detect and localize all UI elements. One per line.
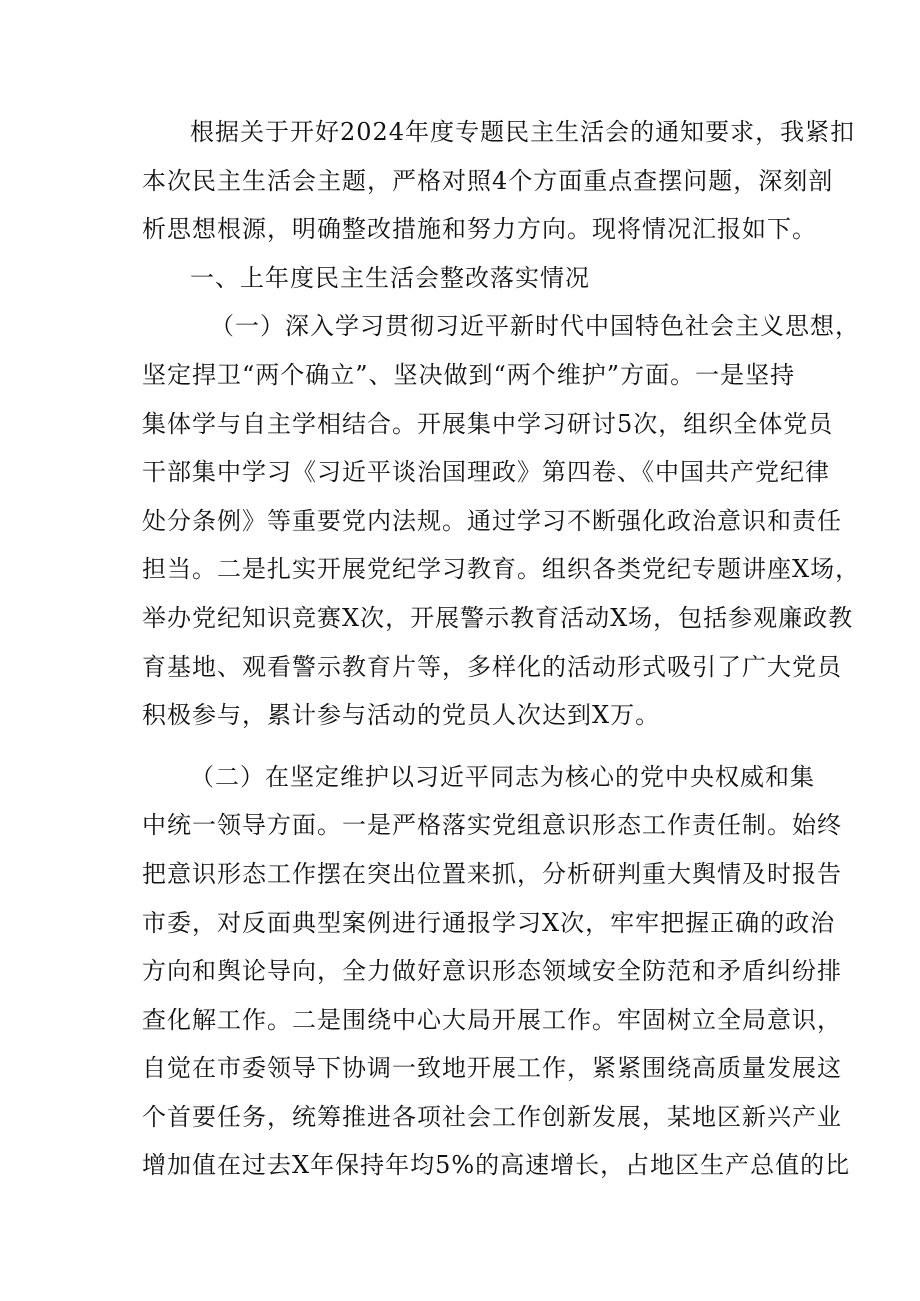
paragraph-1-line-5: 处分条例》等重要党内法规。通过学习不断强化政治意识和责任	[142, 506, 842, 535]
paragraph-2-line-6: 查化解工作。二是围绕中心大局开展工作。牢固树立全局意识，	[142, 1005, 842, 1034]
paragraph-2-line-9: 增加值在过去X年保持年均5%的高速增长，占地区生产总值的比	[142, 1151, 851, 1180]
paragraph-1-line-9: 积极参与，累计参与活动的党员人次达到X万。	[142, 701, 661, 730]
paragraph-intro-line-3: 析思想根源，明确整改措施和努力方向。现将情况汇报如下。	[142, 215, 817, 244]
paragraph-2-line-1: （二）在坚定维护以习近平同志为核心的党中央权威和集	[190, 762, 815, 791]
document-body	[142, 108, 861, 1190]
paragraph-2-line-2: 中统一领导方面。一是严格落实党组意识形态工作责任制。始终	[142, 811, 842, 840]
paragraph-2-line-7: 自觉在市委领导下协调一致地开展工作，紧紧围绕高质量发展这	[142, 1054, 842, 1083]
paragraph-1-line-6: 担当。二是扎实开展党纪学习教育。组织各类党纪专题讲座X场，	[142, 555, 861, 584]
paragraph-intro-line-2: 本次民主生活会主题，严格对照4个方面重点查摆问题，深刻剖	[142, 166, 834, 195]
paragraph-1-line-2: 坚定捍卫“两个确立”、坚决做到“两个维护”方面。一是坚持	[142, 360, 796, 389]
paragraph-2-line-8: 个首要任务，统筹推进各项社会工作创新发展，某地区新兴产业	[142, 1102, 842, 1131]
paragraph-intro-line-1: 根据关于开好2024年度专题民主生活会的通知要求，我紧扣	[190, 118, 856, 146]
paragraph-1-line-7: 举办党纪知识竞赛X次，开展警示教育活动X场，包括参观廉政教	[142, 603, 854, 632]
section-heading-1: 一、上年度民主生活会整改落实情况	[190, 263, 590, 292]
paragraph-2-line-5: 方向和舆论导向，全力做好意识形态领域安全防范和矛盾纠纷排	[142, 957, 842, 986]
paragraph-1-line-8: 育基地、观看警示教育片等，多样化的活动形式吸引了广大党员	[142, 652, 842, 681]
paragraph-1-line-3: 集体学与自主学相结合。开展集中学习研讨5次，组织全体党员	[142, 409, 834, 438]
paragraph-2-line-3: 把意识形态工作摆在突出位置来抓，分析研判重大舆情及时报告	[142, 859, 842, 888]
paragraph-1-line-4: 干部集中学习《习近平谈治国理政》第四卷、《中国共产党纪律	[142, 458, 830, 487]
paragraph-2-line-4: 市委，对反面典型案例进行通报学习X次，牢牢把握正确的政治	[142, 908, 836, 937]
paragraph-1-line-1: （一）深入学习贯彻习近平新时代中国特色社会主义思想，	[210, 312, 860, 341]
